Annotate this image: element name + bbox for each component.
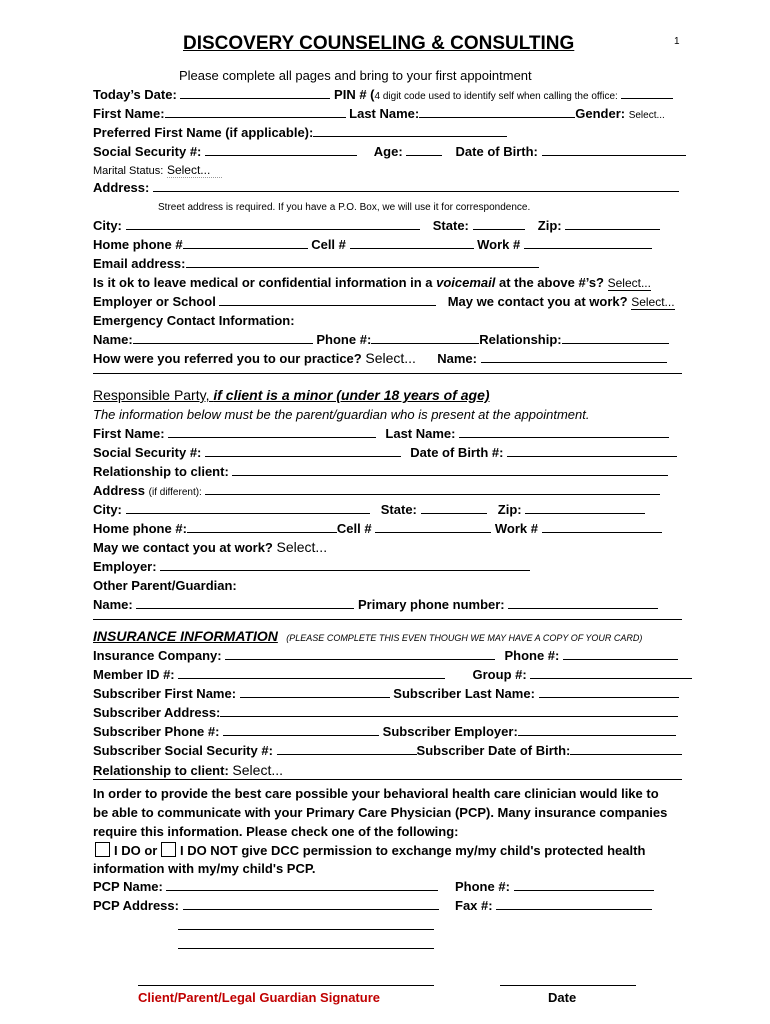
pin-label: PIN # ( [334, 87, 375, 102]
rp-address-label: Address [93, 483, 146, 498]
pcp-para-3: require this information. Please check one of the following: [93, 824, 459, 839]
state-label: State: [432, 218, 469, 233]
ssn-label: Social Security #: [93, 144, 202, 159]
ins-sub-ssn-field[interactable] [277, 743, 417, 755]
op-row [93, 597, 658, 612]
em-relationship-field[interactable] [562, 332, 669, 344]
email-row [93, 256, 539, 271]
ssn-row [93, 144, 686, 159]
ins-sub-first-label: Subscriber First Name: [93, 686, 237, 701]
date-line[interactable] [500, 985, 636, 986]
pcp-address-row [93, 898, 439, 913]
todays-date-field[interactable] [180, 87, 330, 99]
ins-company-field[interactable] [225, 648, 495, 660]
ins-sub-phone-label: Subscriber Phone #: [93, 724, 220, 739]
age-field[interactable] [406, 144, 442, 156]
email-field[interactable] [186, 256, 539, 268]
rp-contact-work-label: May we contact you at work? [93, 540, 273, 555]
em-relationship-label: Relationship: [479, 332, 562, 347]
divider-2 [93, 619, 682, 620]
marital-row [93, 162, 222, 177]
first-name-field[interactable] [165, 106, 346, 118]
ins-phone-field[interactable] [563, 648, 678, 660]
ins-relationship-select[interactable]: Select... [232, 762, 284, 778]
rp-relationship-field[interactable] [232, 464, 668, 476]
rp-name-row [93, 426, 669, 441]
contact-work-select[interactable]: Select... [631, 295, 675, 309]
pcp-do-not-cont: information with my/my child's PCP. [93, 861, 316, 876]
ins-phone-label: Phone #: [504, 648, 560, 663]
referred-name-label: Name: [437, 351, 477, 366]
ins-sub-phone-field[interactable] [223, 724, 379, 736]
dob-field[interactable] [542, 144, 686, 156]
rp-state-label: State: [380, 502, 417, 517]
rp-dob-field[interactable] [507, 445, 677, 457]
phones-row [93, 237, 652, 252]
ins-member-row [93, 667, 692, 682]
instructions: Please complete all pages and bring to your first appointment [179, 68, 532, 83]
marital-select[interactable]: Select... [167, 163, 222, 178]
ins-sub-last-field[interactable] [539, 686, 679, 698]
last-name-field[interactable] [419, 106, 575, 118]
work-label: Work # [477, 237, 521, 252]
insurance-heading: INSURANCE INFORMATION [93, 628, 278, 644]
responsible-note: The information below must be the parent/guardian who is present at the appointment. [93, 407, 590, 422]
divider-1 [93, 373, 682, 374]
ins-relationship-row [93, 762, 283, 778]
op-primary-phone-label: Primary phone number: [358, 597, 505, 612]
ins-relationship-label: Relationship to client: [93, 763, 229, 778]
insurance-heading-row [93, 628, 642, 646]
op-name-label: Name: [93, 597, 133, 612]
ins-subssn-row [93, 743, 682, 758]
state-field[interactable] [473, 218, 525, 230]
rp-cell-label: Cell # [336, 521, 372, 536]
rp-home-phone-field[interactable] [187, 521, 337, 533]
signature-line[interactable] [138, 985, 434, 986]
responsible-heading-minor: if client is a minor (under 18 years of age) [213, 387, 490, 403]
signature-label: Client/Parent/Legal Guardian Signature [138, 990, 380, 1005]
city-label: City: [93, 218, 122, 233]
pin-note: 4 digit code used to identify self when calling the office: [374, 91, 618, 102]
voicemail-select[interactable]: Select... [607, 276, 651, 290]
responsible-heading-pre: Responsible Party, [93, 387, 214, 403]
pcp-phone-label: Phone #: [455, 879, 510, 894]
ins-member-label: Member ID #: [93, 667, 175, 682]
zip-field[interactable] [565, 218, 660, 230]
page-number: 1 [674, 36, 680, 47]
rp-work-field[interactable] [542, 521, 662, 533]
pcp-address-label: PCP Address: [93, 898, 179, 913]
home-phone-field[interactable] [183, 237, 308, 249]
ins-sub-dob-label: Subscriber Date of Birth: [416, 743, 571, 758]
rp-last-name-field[interactable] [459, 426, 669, 438]
gender-select[interactable]: Select... [628, 110, 665, 121]
cell-field[interactable] [350, 237, 474, 249]
rp-city-field[interactable] [126, 502, 370, 514]
name-row [93, 106, 665, 121]
voicemail-question-post: at the above #’s? [495, 275, 604, 290]
pcp-fax-field[interactable] [496, 898, 652, 910]
ins-sub-ssn-label: Subscriber Social Security #: [93, 743, 273, 758]
rp-address-row [93, 483, 660, 498]
marital-label: Marital Status: [93, 165, 164, 177]
ins-sub-employer-label: Subscriber Employer: [382, 724, 518, 739]
employer-row [93, 294, 675, 309]
ins-sub-first-field[interactable] [240, 686, 390, 698]
city-row [93, 218, 660, 233]
city-field[interactable] [126, 218, 420, 230]
rp-last-name-label: Last Name: [385, 426, 456, 441]
address-label: Address: [93, 180, 150, 195]
todays-date-label: Today’s Date: [93, 87, 177, 102]
rp-first-name-label: First Name: [93, 426, 165, 441]
rp-employer-field[interactable] [160, 559, 530, 571]
rp-address-note: (if different): [148, 487, 202, 498]
rp-address-field[interactable] [205, 483, 660, 495]
date-label: Date [548, 990, 577, 1005]
pcp-para-2: be able to communicate with your Primary Care Physician (PCP). Many insurance companies [93, 805, 668, 820]
age-label: Age: [373, 144, 403, 159]
referred-row [93, 350, 667, 366]
rp-home-phone-label: Home phone #: [93, 521, 187, 536]
pcp-fax-row [455, 898, 652, 913]
responsible-heading [93, 387, 490, 403]
voicemail-question-word: voicemail [436, 275, 496, 290]
employer-label: Employer or School [93, 294, 216, 309]
todays-date-row [93, 87, 673, 102]
ins-subname-row [93, 686, 679, 701]
other-parent-label: Other Parent/Guardian: [93, 578, 237, 593]
rp-contact-row [93, 539, 327, 555]
pcp-choice-row [95, 842, 645, 858]
ins-sub-address-field[interactable] [220, 705, 678, 717]
rp-employer-row [93, 559, 530, 574]
ins-group-label: Group #: [472, 667, 527, 682]
rp-zip-field[interactable] [525, 502, 645, 514]
rp-ssn-label: Social Security #: [93, 445, 202, 460]
pcp-phone-field[interactable] [514, 879, 654, 891]
rp-zip-label: Zip: [497, 502, 522, 517]
pcp-do-not-checkbox[interactable] [161, 842, 176, 857]
ins-subphone-row [93, 724, 676, 739]
ins-sub-address-label: Subscriber Address: [93, 705, 221, 720]
gender-label: Gender: [575, 106, 626, 121]
ins-company-label: Insurance Company: [93, 648, 222, 663]
divider-3 [93, 779, 682, 780]
home-phone-label: Home phone # [93, 237, 183, 252]
pcp-fax-label: Fax #: [455, 898, 493, 913]
pcp-do-label: I DO or [114, 843, 158, 858]
rp-work-label: Work # [494, 521, 538, 536]
em-name-label: Name: [93, 332, 133, 347]
pcp-name-label: PCP Name: [93, 879, 163, 894]
pcp-phone-row [455, 879, 654, 894]
rp-city-label: City: [93, 502, 122, 517]
zip-label: Zip: [537, 218, 562, 233]
rp-dob-label: Date of Birth #: [410, 445, 504, 460]
referred-select[interactable]: Select... [365, 350, 416, 366]
emergency-row [93, 332, 669, 347]
pcp-address-field-3[interactable] [178, 948, 434, 949]
op-primary-phone-field[interactable] [508, 597, 658, 609]
referred-label: How were you referred you to our practice? [93, 351, 362, 366]
em-phone-label: Phone #: [316, 332, 372, 347]
ins-member-field[interactable] [178, 667, 445, 679]
pcp-do-checkbox[interactable] [95, 842, 110, 857]
em-name-field[interactable] [133, 332, 313, 344]
ins-group-field[interactable] [530, 667, 692, 679]
org-title: DISCOVERY COUNSELING & CONSULTING [183, 33, 575, 54]
pcp-name-row [93, 879, 438, 894]
address-note: Street address is required. If you have a P.O. Box, we will use it for correspondence. [158, 202, 531, 213]
rp-phones-row [93, 521, 662, 536]
rp-relationship-label: Relationship to client: [93, 464, 229, 479]
emergency-label: Emergency Contact Information: [93, 313, 295, 328]
ins-sub-dob-field[interactable] [570, 743, 682, 755]
rp-employer-label: Employer: [93, 559, 157, 574]
rp-ssn-row [93, 445, 677, 460]
ins-subaddress-row [93, 705, 678, 720]
first-name-label: First Name: [93, 106, 165, 121]
rp-contact-work-select[interactable]: Select... [276, 539, 328, 555]
pcp-do-not-label: I DO NOT give DCC permission to exchange my/my child's protected health [179, 843, 646, 858]
pcp-address-field-1[interactable] [183, 898, 439, 910]
em-phone-field[interactable] [371, 332, 479, 344]
ins-company-row [93, 648, 678, 663]
op-name-field[interactable] [136, 597, 354, 609]
email-label: Email address: [93, 256, 186, 271]
voicemail-row [93, 275, 651, 290]
rp-first-name-field[interactable] [168, 426, 376, 438]
employer-field[interactable] [219, 294, 436, 306]
rp-state-field[interactable] [421, 502, 487, 514]
dob-label: Date of Birth: [455, 144, 538, 159]
address-row [93, 180, 679, 195]
rp-ssn-field[interactable] [205, 445, 401, 457]
preferred-row [93, 125, 507, 140]
rp-cell-field[interactable] [375, 521, 491, 533]
pcp-name-field[interactable] [166, 879, 438, 891]
pin-field[interactable] [621, 87, 673, 99]
preferred-name-field[interactable] [313, 125, 507, 137]
preferred-name-label: Preferred First Name (if applicable): [93, 125, 314, 140]
last-name-label: Last Name: [349, 106, 420, 121]
rp-relationship-row [93, 464, 668, 479]
address-field[interactable] [153, 180, 679, 192]
ins-sub-employer-field[interactable] [518, 724, 676, 736]
cell-label: Cell # [311, 237, 346, 252]
ssn-field[interactable] [205, 144, 357, 156]
contact-work-label: May we contact you at work? [447, 294, 628, 309]
rp-city-row [93, 502, 645, 517]
pcp-address-field-2[interactable] [178, 929, 434, 930]
referred-name-field[interactable] [481, 351, 667, 363]
pcp-para-1: In order to provide the best care possible your behavioral health care clinician would like to [93, 786, 659, 801]
work-field[interactable] [524, 237, 652, 249]
voicemail-question-pre: Is it ok to leave medical or confidential information in a [93, 275, 437, 290]
insurance-heading-note: (PLEASE COMPLETE THIS EVEN THOUGH WE MAY HAVE A COPY OF YOUR CARD) [286, 633, 643, 643]
ins-sub-last-label: Subscriber Last Name: [393, 686, 535, 701]
